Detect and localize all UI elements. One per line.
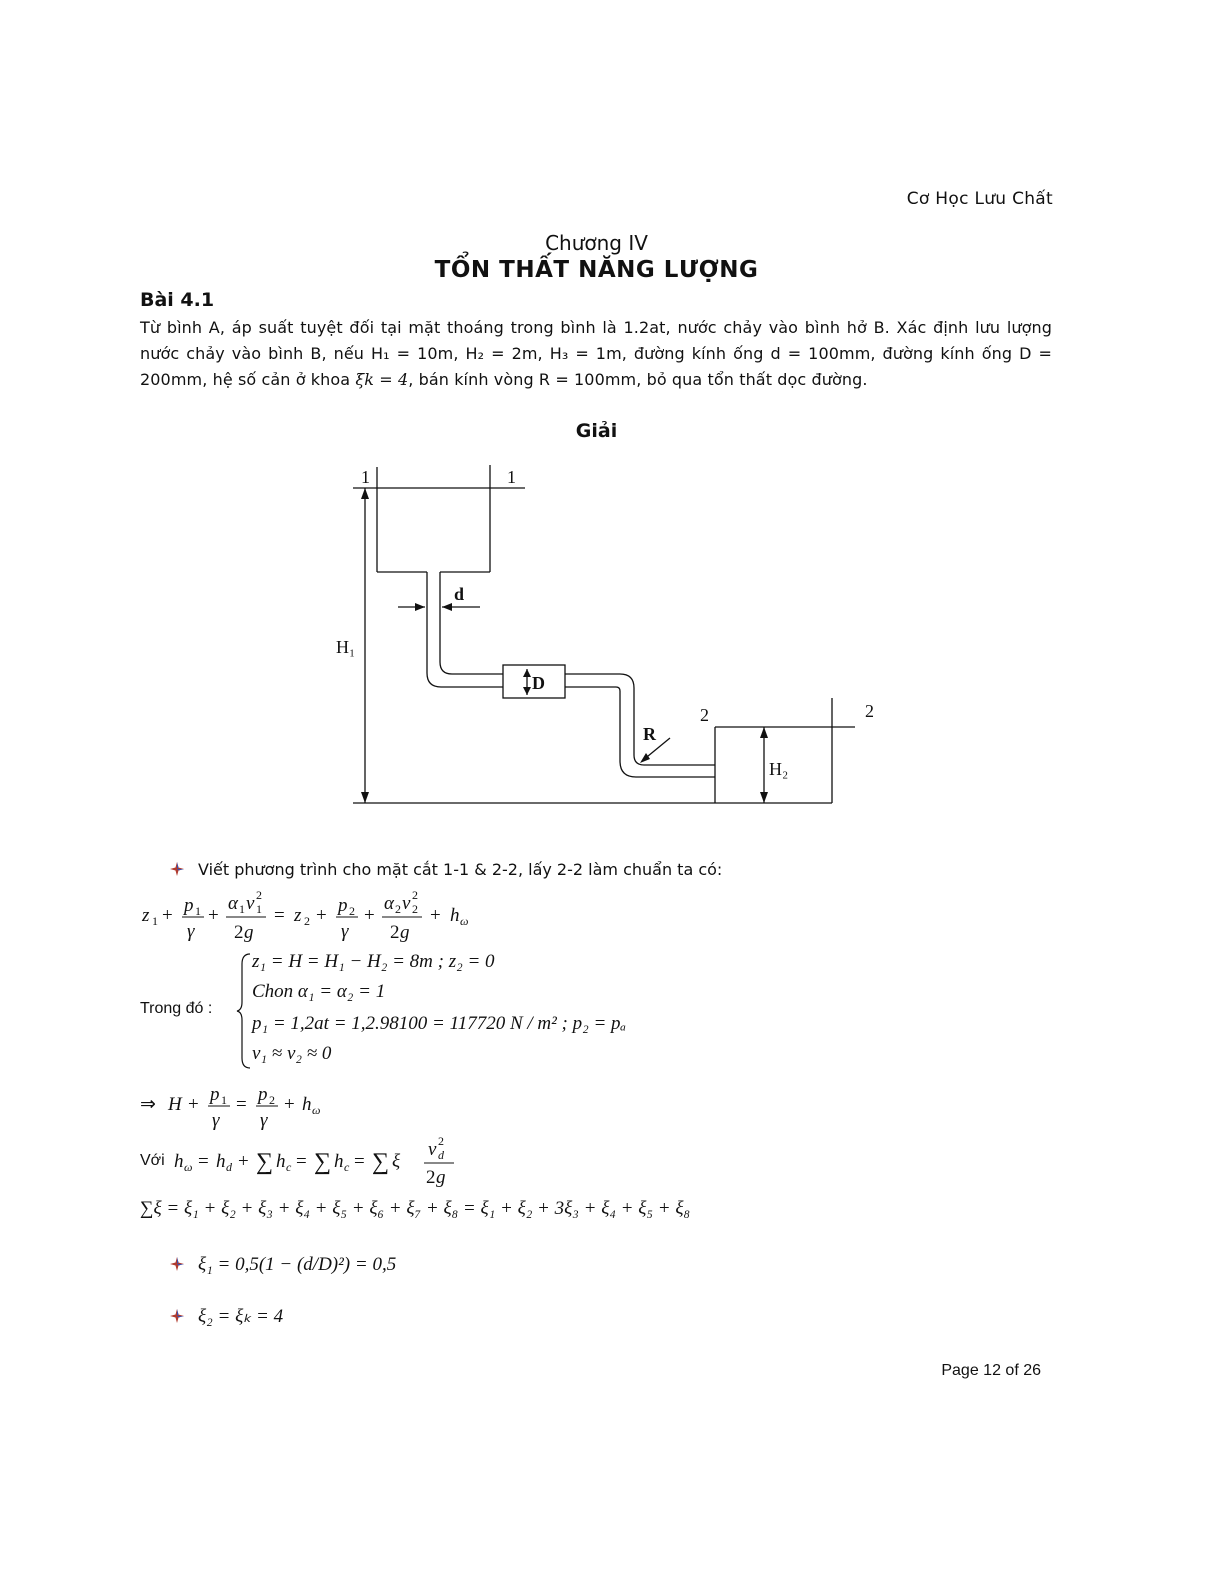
svg-text:γ: γ bbox=[187, 921, 195, 942]
label-section1-left: 1 bbox=[361, 467, 370, 487]
svg-text:=: = bbox=[236, 1094, 247, 1115]
sum-xi-equation: ∑ξ = ξ₁ + ξ₂ + ξ₃ + ξ₄ + ξ₅ + ξ₆ + ξ₇ + ξ₈ = ξ₁ + ξ₂ + 3ξ₃ + ξ₄ + ξ₅ + ξ₈ bbox=[140, 1198, 691, 1219]
svg-text:h: h bbox=[302, 1094, 312, 1115]
svg-text:α: α bbox=[228, 893, 238, 914]
problem-statement bbox=[140, 315, 1052, 393]
bernoulli-equation bbox=[138, 885, 518, 945]
svg-text:=: = bbox=[296, 1151, 307, 1172]
svg-text:+: + bbox=[188, 1094, 199, 1115]
svg-text:c: c bbox=[344, 1160, 350, 1174]
svg-text:v: v bbox=[402, 893, 411, 914]
document-header: Cơ Học Lưu Chất bbox=[906, 189, 1053, 209]
svg-text:+: + bbox=[364, 905, 375, 926]
svg-text:h: h bbox=[334, 1151, 344, 1172]
svg-text:2: 2 bbox=[349, 904, 355, 918]
svg-text:+: + bbox=[316, 905, 327, 926]
label-h2: H₂ bbox=[769, 759, 789, 779]
left-brace bbox=[236, 952, 252, 1070]
xi1-line bbox=[170, 1254, 396, 1276]
chapter-label: Chương IV bbox=[545, 231, 648, 255]
pipe-system-diagram bbox=[330, 455, 910, 825]
svg-text:γ: γ bbox=[212, 1110, 220, 1131]
svg-text:2: 2 bbox=[390, 922, 400, 943]
svg-text:2: 2 bbox=[426, 1167, 436, 1187]
svg-text:g: g bbox=[436, 1167, 446, 1187]
svg-text:2: 2 bbox=[395, 902, 401, 916]
svg-text:ω: ω bbox=[184, 1160, 193, 1174]
svg-text:1: 1 bbox=[195, 904, 201, 918]
svg-text:p: p bbox=[258, 1084, 268, 1105]
plus-bullet-icon bbox=[170, 862, 184, 876]
in-which-label: Trong đó : bbox=[140, 1000, 213, 1017]
xi-k-value: ξk = 4 bbox=[355, 370, 409, 389]
svg-text:z: z bbox=[294, 905, 302, 926]
svg-text:+: + bbox=[208, 905, 219, 926]
svg-text:ω: ω bbox=[460, 914, 469, 928]
svg-text:d: d bbox=[226, 1160, 232, 1174]
svg-text:1: 1 bbox=[256, 902, 262, 916]
svg-text:g: g bbox=[244, 922, 254, 943]
svg-text:=: = bbox=[198, 1151, 209, 1172]
with-label: Với bbox=[140, 1152, 165, 1169]
svg-text:2: 2 bbox=[304, 914, 310, 928]
condition-2: Chon α₁ = α₂ = 1 bbox=[252, 981, 386, 1002]
svg-text:z: z bbox=[142, 905, 150, 926]
svg-text:c: c bbox=[286, 1160, 292, 1174]
svg-text:=: = bbox=[274, 905, 285, 926]
svg-text:h: h bbox=[174, 1151, 184, 1172]
condition-1: z₁ = H = H₁ − H₂ = 8m ; z₂ = 0 bbox=[252, 951, 495, 972]
svg-text:2: 2 bbox=[412, 888, 418, 902]
step-1: Viết phương trình cho mặt cắt 1-1 & 2-2, lấy 2-2 làm chuẩn ta có: bbox=[170, 860, 722, 879]
svg-text:γ: γ bbox=[341, 921, 349, 942]
svg-text:⇒: ⇒ bbox=[140, 1094, 156, 1115]
svg-text:α: α bbox=[384, 893, 394, 914]
svg-text:h: h bbox=[216, 1151, 226, 1172]
exercise-number: Bài 4.1 bbox=[140, 289, 215, 311]
svg-text:h: h bbox=[276, 1151, 286, 1172]
svg-text:v: v bbox=[246, 893, 255, 914]
chapter-title: TỔN THẤT NĂNG LƯỢNG bbox=[434, 257, 759, 283]
svg-text:2: 2 bbox=[256, 888, 262, 902]
svg-text:2: 2 bbox=[438, 1134, 444, 1148]
svg-text:γ: γ bbox=[260, 1110, 268, 1131]
svg-text:+: + bbox=[284, 1094, 295, 1115]
problem-text-1: Từ bình A, áp suất tuyệt đối tại mặt thoáng trong bình là 1.2at, nước chảy vào bình hở B. Xác định lưu lượng nước chảy vào bình B, nếu H₁ = 10m, H₂ = 2m, H₃ = 1m, đường kính ống d = 100mm, đường kính ống D = 200mm, hệ số cản ở khoa bbox=[140, 318, 1052, 389]
svg-text:+: + bbox=[430, 905, 441, 926]
svg-text:p: p bbox=[338, 895, 348, 916]
label-D: D bbox=[532, 673, 545, 693]
svg-text:∑: ∑ bbox=[256, 1149, 274, 1175]
svg-text:p: p bbox=[210, 1084, 220, 1105]
svg-text:p: p bbox=[184, 895, 194, 916]
svg-text:1: 1 bbox=[152, 914, 158, 928]
xi1-equation: ξ₁ = 0,5(1 − (d/D)²) = 0,5 bbox=[198, 1254, 397, 1275]
svg-text:H: H bbox=[168, 1094, 182, 1115]
condition-4: v₁ ≈ v₂ ≈ 0 bbox=[252, 1043, 332, 1064]
svg-text:2: 2 bbox=[412, 902, 418, 916]
svg-text:v: v bbox=[428, 1139, 437, 1160]
label-d: d bbox=[454, 584, 465, 604]
label-R: R bbox=[643, 724, 656, 744]
label-section1-right: 1 bbox=[507, 467, 516, 487]
svg-text:2: 2 bbox=[234, 922, 244, 943]
xi2-equation: ξ₂ = ξₖ = 4 bbox=[198, 1306, 284, 1327]
head-loss-equation bbox=[172, 1133, 472, 1187]
pipe-outer-2 bbox=[565, 687, 715, 777]
svg-text:∑: ∑ bbox=[314, 1149, 332, 1175]
svg-text:+: + bbox=[162, 905, 173, 926]
xi2-line bbox=[170, 1305, 283, 1328]
label-section2-right: 2 bbox=[865, 701, 874, 721]
svg-text:ω: ω bbox=[312, 1103, 321, 1117]
pipe-inner-1 bbox=[440, 572, 503, 674]
svg-text:+: + bbox=[238, 1151, 249, 1172]
svg-text:ξ: ξ bbox=[392, 1151, 401, 1172]
svg-text:=: = bbox=[354, 1151, 365, 1172]
page-number: Page 12 of 26 bbox=[941, 1362, 1041, 1379]
svg-text:1: 1 bbox=[221, 1093, 227, 1107]
plus-bullet-icon bbox=[170, 1309, 184, 1323]
pipe-outer-1 bbox=[427, 572, 503, 687]
pipe-inner-2 bbox=[565, 674, 715, 765]
label-h1: H₁ bbox=[336, 637, 356, 657]
problem-text-2: , bán kính vòng R = 100mm, bỏ qua tổn thất dọc đường. bbox=[408, 370, 868, 389]
svg-text:d: d bbox=[438, 1148, 444, 1162]
svg-text:1: 1 bbox=[239, 902, 245, 916]
solution-heading: Giải bbox=[575, 420, 618, 442]
label-section2-left: 2 bbox=[700, 705, 709, 725]
svg-text:g: g bbox=[400, 922, 410, 943]
implication-equation bbox=[138, 1078, 338, 1132]
svg-text:h: h bbox=[450, 905, 460, 926]
plus-bullet-icon bbox=[170, 1257, 184, 1271]
condition-3: p₁ = 1,2at = 1,2.98100 = 117720 N / m² ; p₂ = pₐ bbox=[252, 1013, 627, 1034]
svg-text:2: 2 bbox=[269, 1093, 275, 1107]
svg-text:∑: ∑ bbox=[372, 1149, 390, 1175]
